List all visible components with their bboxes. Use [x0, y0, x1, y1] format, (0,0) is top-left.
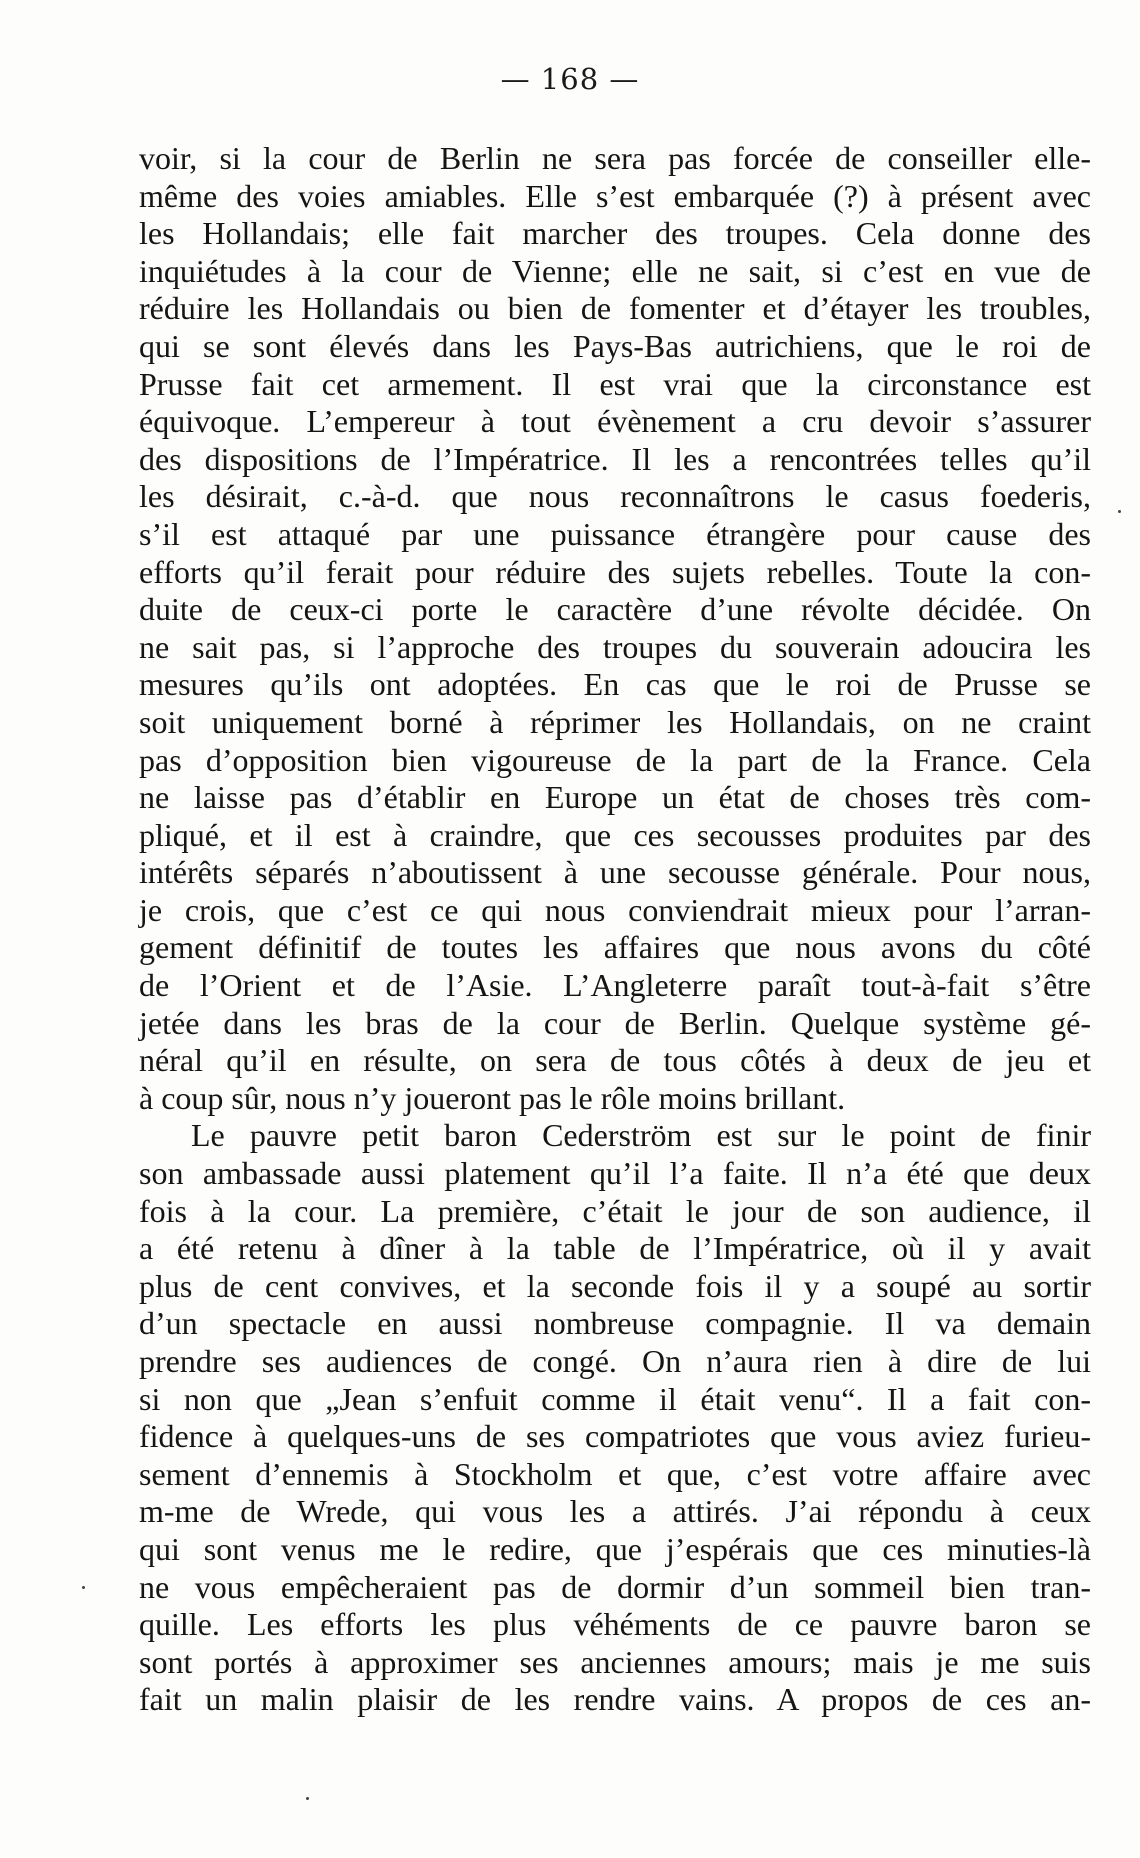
text-line: sont portés à approximer ses anciennes amours; mais je me suis — [139, 1643, 1091, 1680]
text-line: ne sait pas, si l’approche des troupes du souverain adoucira les — [139, 628, 1091, 665]
text-line: les désirait, c.-à-d. que nous reconnaîtrons le casus foederis, — [139, 478, 1091, 515]
text-line: m-me de Wrede, qui vous les a attirés. J’ai répondu à ceux — [139, 1493, 1091, 1530]
paragraph-end-line: à coup sûr, nous n’y joueront pas le rôle moins brillant. — [139, 1079, 846, 1116]
text-line: néral qu’il en résulte, on sera de tous côtés à deux de jeu et — [139, 1042, 1091, 1079]
text-line: quille. Les efforts les plus véhéments de ce pauvre baron se — [139, 1606, 1091, 1643]
text-line: fidence à quelques-uns de ses compatriotes que vous aviez furieu- — [139, 1418, 1091, 1455]
print-speck — [306, 1797, 309, 1800]
text-line: ne laisse pas d’établir en Europe un état de choses très com- — [139, 779, 1091, 816]
body-text — [139, 140, 1091, 1719]
text-line: inquiétudes à la cour de Vienne; elle ne sait, si c’est en vue de — [139, 252, 1091, 289]
text-line: gement définitif de toutes les affaires que nous avons du côté — [139, 929, 1091, 966]
text-line: fois à la cour. La première, c’était le jour de son audience, il — [139, 1192, 1091, 1229]
text-line: qui sont venus me le redire, que j’espérais que ces minuties-là — [139, 1530, 1091, 1567]
text-line: des dispositions de l’Impératrice. Il les a rencontrées telles qu’il — [139, 440, 1091, 477]
text-line: sement d’ennemis à Stockholm et que, c’est votre affaire avec — [139, 1455, 1091, 1492]
page-number: — 168 — — [500, 62, 640, 96]
text-line: pas d’opposition bien vigoureuse de la part de la France. Cela — [139, 741, 1091, 778]
text-line: son ambassade aussi platement qu’il l’a faite. Il n’a été que deux — [139, 1155, 1091, 1192]
text-line: s’il est attaqué par une puissance étrangère pour cause des — [139, 515, 1091, 552]
text-line: même des voies amiables. Elle s’est embarquée (?) à présent avec — [139, 177, 1091, 214]
text-line: fait un malin plaisir de les rendre vains. A propos de ces an- — [139, 1681, 1091, 1718]
text-line: les Hollandais; elle fait marcher des troupes. Cela donne des — [139, 215, 1091, 252]
text-line: équivoque. L’empereur à tout évènement a cru devoir s’assurer — [139, 403, 1091, 440]
text-line: d’un spectacle en aussi nombreuse compagnie. Il va demain — [139, 1305, 1091, 1342]
print-speck — [82, 1586, 85, 1589]
text-line: si non que „Jean s’enfuit comme il était venu“. Il a fait con- — [139, 1380, 1091, 1417]
paragraph-start-line: Le pauvre petit baron Cederström est sur le point de finir — [191, 1117, 1091, 1154]
text-line: a été retenu à dîner à la table de l’Impératrice, où il y avait — [139, 1230, 1091, 1267]
text-line: voir, si la cour de Berlin ne sera pas forcée de conseiller elle- — [139, 140, 1091, 176]
text-line: mesures qu’ils ont adoptées. En cas que le roi de Prusse se — [139, 666, 1091, 703]
text-line: je crois, que c’est ce qui nous conviendrait mieux pour l’arran- — [139, 891, 1091, 928]
text-line: efforts qu’il ferait pour réduire des sujets rebelles. Toute la con- — [139, 553, 1091, 590]
text-line: pliqué, et il est à craindre, que ces secousses produites par des — [139, 816, 1091, 853]
text-line: de l’Orient et de l’Asie. L’Angleterre paraît tout-à-fait s’être — [139, 967, 1091, 1004]
text-line: plus de cent convives, et la seconde fois il y a soupé au sortir — [139, 1267, 1091, 1304]
text-line: réduire les Hollandais ou bien de fomenter et d’étayer les troubles, — [139, 290, 1091, 327]
text-line: duite de ceux-ci porte le caractère d’une révolte décidée. On — [139, 591, 1091, 628]
print-speck — [1118, 510, 1121, 513]
text-line: intérêts séparés n’aboutissent à une secousse générale. Pour nous, — [139, 854, 1091, 891]
text-line: qui se sont élevés dans les Pays-Bas autrichiens, que le roi de — [139, 327, 1091, 364]
text-line: prendre ses audiences de congé. On n’aura rien à dire de lui — [139, 1343, 1091, 1379]
text-line: ne vous empêcheraient pas de dormir d’un sommeil bien tran- — [139, 1568, 1091, 1605]
text-line: Prusse fait cet armement. Il est vrai que la circonstance est — [139, 365, 1091, 402]
text-line: jetée dans les bras de la cour de Berlin. Quelque système gé- — [139, 1004, 1091, 1041]
text-line: soit uniquement borné à réprimer les Hollandais, on ne craint — [139, 703, 1091, 740]
